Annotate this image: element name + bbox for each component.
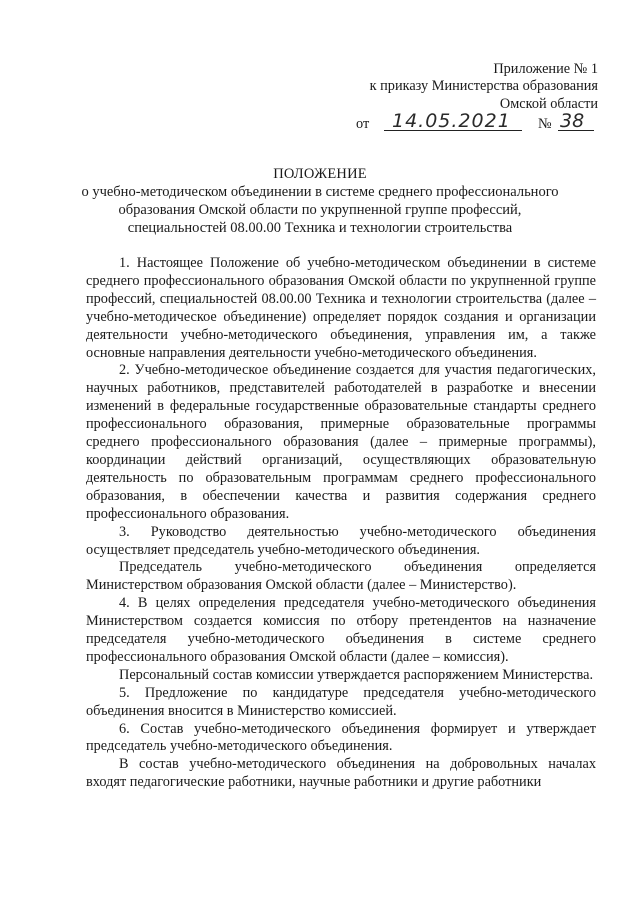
document-heading: ПОЛОЖЕНИЕ xyxy=(273,166,367,182)
order-date-number-line xyxy=(356,110,600,133)
order-number-label: № xyxy=(538,116,552,132)
order-date-handwritten: 14.05.2021 xyxy=(384,111,522,131)
document-subtitle-line-2: образования Омской области по укрупненной группе профессий, xyxy=(118,202,522,218)
document-subtitle-line-1: о учебно-методическом объединении в системе среднего профессионального xyxy=(81,184,559,200)
order-number-handwritten: 38 xyxy=(558,111,594,131)
paragraph-5: 5. Предложение по кандидатуре председателя учебно-методического объединения вносится в Министерство комиссией. xyxy=(86,684,596,719)
paragraph-4: 4. В целях определения председателя учебно-методического объединения Министерством создается комиссия по отбору претендентов на назначение председателя учебно-методического объединения в системе среднего профессионального образования Омской области (далее – комиссия). xyxy=(86,595,596,665)
appendix-label: Приложение № 1 xyxy=(493,61,598,77)
document-subtitle-line-3: специальностей 08.00.00 Техника и технологии строительства xyxy=(127,220,513,236)
paragraph-6: 6. Состав учебно-методического объединения формирует и утверждает председатель учебно-методического объединения. xyxy=(86,720,596,755)
paragraph-3-continued: Председатель учебно-методического объединения определяется Министерством образования Омской области (далее – Министерство). xyxy=(86,559,596,594)
paragraph-2: 2. Учебно-методическое объединение создается для участия педагогических, научных работников, представителей работодателей в разработке и внесении изменений в федеральные государственные образовательные стандарты среднего профессионального образования, примерные образовательные программы среднего профессионального образования (далее – примерные программы), координации действий организаций, осуществляющих образовательную деятельность по образовательным программам среднего профессионального образования, в обеспечении качества и развития содержания среднего профессионального образования. xyxy=(86,362,596,522)
order-reference: к приказу Министерства образования xyxy=(369,78,598,94)
paragraph-1: 1. Настоящее Положение об учебно-методическом объединении в системе среднего профессионального образования Омской области по укрупненной группе профессий, специальностей 08.00.00 Техника и технологии строительства (далее – учебно-методическое объединение) определяет порядок создания и организации деятельности учебно-методического объединения, управления им, а также основные направления деятельности учебно-методического объединения. xyxy=(86,255,596,361)
document-body xyxy=(86,255,596,792)
ministry-region: Омской области xyxy=(499,96,598,112)
paragraph-6-continued: В состав учебно-методического объединения на добровольных началах входят педагогические работники, научные работники и другие работники xyxy=(86,756,596,791)
paragraph-4-continued: Персональный состав комиссии утверждается распоряжением Министерства. xyxy=(119,666,594,683)
order-from-label: от xyxy=(356,116,370,132)
paragraph-3: 3. Руководство деятельностью учебно-методического объединения осуществляет председатель учебно-методического объединения. xyxy=(86,523,596,558)
